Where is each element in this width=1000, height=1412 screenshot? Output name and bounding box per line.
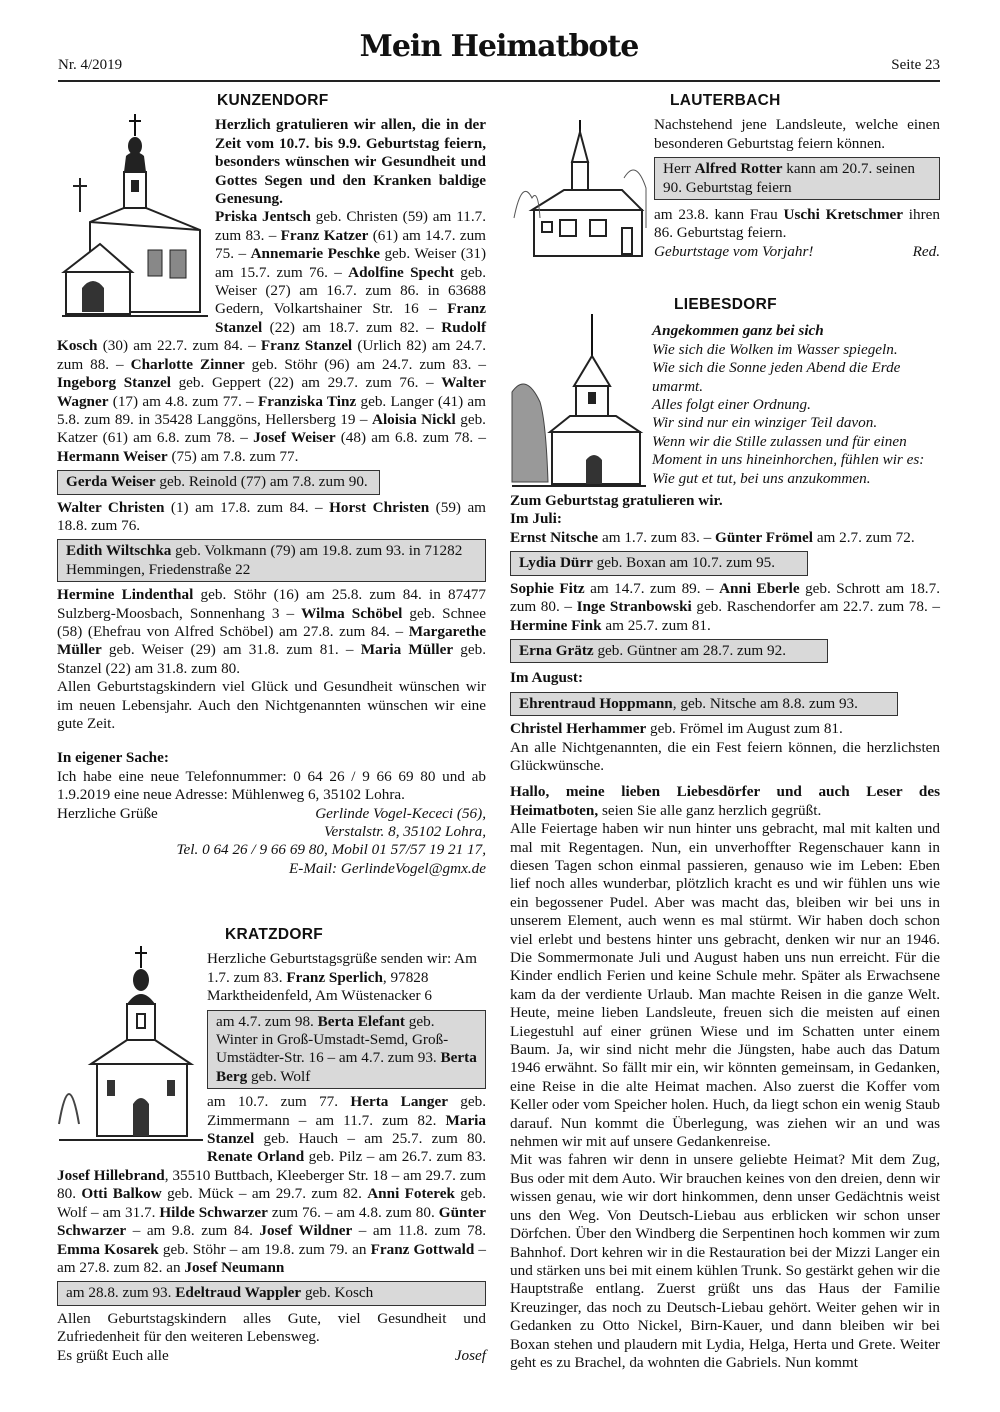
signature-line-1 [57,805,486,823]
entry-text: geb. Schrott am 18.7. zum 80. – [510,579,940,616]
entry-text: geb. Weiser (31) am 15.7. zum 76. – [215,245,487,281]
liebesdorf-july: Im Juli: [510,510,562,528]
person-name: Rudolf Kosch [57,318,486,355]
person-name: Berta Berg [216,1049,477,1085]
kunzendorf-highlight-box [57,470,380,494]
person-name: Franz Stanzel [260,337,353,355]
entry-text: geb. Schnee (58) (Ehefrau von Alfred Schöbel) am 27.8. zum 84. – [57,604,486,640]
person-name: Walter Christen [57,498,165,516]
entry-text: Herzliche Geburtstagsgrüße senden wir: Am 1.7. zum 83. [207,950,477,986]
poem-line: Wie gut et tut, bei uns anzukommen. [652,469,871,487]
poem-line: umarmt. [652,377,704,395]
entry-text: (75) am 7.8. zum 77. [167,447,299,465]
person-name: Franz Sperlich [286,968,383,986]
entry-text: am 25.7. zum 81. [601,616,711,634]
regards: Herzliche Grüße [57,804,158,822]
kratzdorf-title: KRATZDORF [225,926,323,943]
entry-text: geb. Langer (41) am 5.8. zum 89. in 35428 Langgöns, Hellersberg 19 – [57,392,486,428]
poem-line: Wir sind nur ein winziger Teil davon. [652,414,878,432]
highlight-text: geb. Boxan am 10.7. zum 95. [592,554,776,572]
kratzdorf-closing [57,1347,486,1365]
person-name: Franziska Tinz [257,392,357,410]
person-name: Christel Herhammer [510,720,647,738]
person-name: Berta Elefant [317,1012,405,1030]
entry-text: geb. Stanzel (22) am 31.8. zum 80. [57,641,487,677]
liebesdorf-congrats: Zum Geburtstag gratulieren wir. [510,492,723,510]
closing-text: Es grüßt Euch alle [57,1346,169,1364]
person-name: Franz Katzer [280,226,369,244]
person-name: Günter Frömel [715,528,814,546]
liebesdorf-highlight-box [510,551,808,575]
entry-text: ihren 86. Geburtstag feiern. [654,206,940,242]
liebesdorf-birthdays-july [510,529,940,547]
entry-text: geb. Christen (59) am 11.7. zum 83. – [215,208,487,244]
poem-line: Moment in uns hineinhorchen, fühlen wir es: [652,451,925,469]
person-name: Sophie Fitz [510,579,585,597]
liebesdorf-highlight-box-2 [510,639,828,663]
entry-text: (Urlich 82) am 24.7. zum 88. – [57,337,486,373]
person-name: Maria Müller [360,641,454,659]
person-name: Inge Stranbowski [576,598,692,616]
entry-text: – am 9.8. zum 84. [126,1222,260,1240]
person-name: Josef Hillebrand [57,1166,165,1184]
page-header [58,29,940,82]
highlight-text: , geb. Nitsche am 8.8. zum 93. [672,694,858,712]
entry-text: (61) am 14.7. zum 75. – [215,226,486,263]
person-name: Margarethe Müller [57,622,486,659]
kunzendorf-title: KUNZENDORF [217,92,329,109]
entry-text: geb. Pilz – am 26.7. zum 83. [304,1148,487,1166]
entry-text: (30) am 22.7. zum 84. – [97,337,261,355]
liebesdorf-others: An alle Nichtgenannten, die ein Fest feiern können, die herzlichsten Glückwünsche. [510,738,940,774]
hello-text: seien Sie alle ganz herzlich gegrüßt. [598,801,822,819]
highlight-name: Lydia Dürr [519,554,593,572]
person-name: Aloisia Nickl [371,410,456,428]
liebesdorf-birthdays-august [510,720,940,738]
entry-text: geb. Stöhr (16) am 25.8. zum 84. in 87477 Sulzberg-Moosbach, Sonnenhang 3 – [57,586,486,622]
kunzendorf-wish: Allen Geburtstagskindern viel Glück und Gesundheit wünschen wir im neuen Lebensjahr. Auch den Nichtgenannten wünschen wir eine gute Zeit. [57,678,486,732]
entry-text: (59) am 18.8. zum 76. [57,498,486,534]
lauterbach-section [510,92,940,261]
entry-text: kann am 20.7. seinen 90. Geburtstag feiern [663,160,915,196]
highlight-text: geb. Güntner am 28.7. zum 92. [593,641,786,659]
newspaper-title: Mein Heimatbote [359,29,639,64]
entry-text: geb. Weiser (29) am 31.8. zum 81. – [101,641,361,659]
liebesdorf-story-1: Alle Feiertage haben wir nun hinter uns gebracht, mal mit kalten und mal mit Regentagen. Nun, ein unverhoffter Regenschauer kann in diesen Tagen schon einmal passieren, genauso wie im Leben: Eben lief noch alles wunderbar, plötzlich kracht es und wir fühlen uns wie ein begossener Pudel. Aber was macht das, bleiben wir bei uns in unserem Element, auch wenn es mal stürmt. Wir haben doch schon viel erlebt und bestens hinter uns gebracht, denken wir nur an 1946. Die Sommermonate Juli und August haben uns nun erreicht. Für die Kinder endlich Ferien und keine Schule mehr. Später als Erwachsene kam da der verdiente Urlaub. Man machte Reisen in die ganze Welt. Heute, meine lieben Landsleute, freuen sich die meisten auf einen Liegestuhl auf einer grünen Wiese und im Schatten unter einem Baum. Ja, wir sind nicht mehr die Jüngsten, habe auch das Datum 1946 erwähnt. So fällt mir ein, wir könnten gemeinsam, in Gedanken, eine Reise in die alte Heimat machen. Also zuerst die Koffer vom Keller oder vom Speicher holen. Huch, da liegt schon ein wenig Staub darauf. Nun kommt die Überlegung, was ziehen wir an und was nehmen wir mit auf unsere Gedankenreise. [510,820,940,1151]
person-name: Franz Stanzel [215,300,486,336]
person-name: Günter Schwarzer [57,1203,486,1240]
entry-text: – am 11.8. zum 78. [352,1222,486,1240]
kunzendorf-birthdays-3 [57,586,486,678]
entry-text: geb. Weiser (27) am 16.7. zum 86. in 63688 Gedern, Volkartshainer Str. 16 – [215,263,486,318]
liebesdorf-hello [510,783,940,820]
entry-text: – am 27.8. zum 82. an [57,1240,486,1276]
person-name: Emma Kosarek [57,1240,159,1258]
lauterbach-highlight-box [654,157,940,200]
kunzendorf-greeting: Herzlich gratulieren wir allen, die in der Zeit vom 10.7. bis 9.9. Geburtstag feiern, besonders wünschen wir Gesundheit und Gottes Segen und den Kranken baldige Genesung. [215,116,486,208]
lauterbach-title: LAUTERBACH [670,92,781,109]
person-name: Renate Orland [207,1148,305,1166]
highlight-name: Ehrentraud Hoppmann [519,694,673,712]
person-name: Josef Neumann [184,1258,285,1276]
own-matter-title: In eigener Sache: [57,749,169,767]
person-name: Uschi Kretschmer [783,206,903,224]
liebesdorf-story-2: Mit was fahren wir denn in unsere geliebte Heimat? Mit dem Zug, Bus oder mit dem Auto. Wir brauchen keines von den dreien, denn wir wissen genau, wie wir dort hinkommen, denn unser Gedächtnis weist uns den Weg. Von Deutsch-Liebau aus erblicken wir schon unser Dörfchen. Über den Windberg die Serpentinen hoch kommen wir zum Bahnhof. Dort kehren wir in die Restauration bei der Mizzi Langer ein und stärken uns bei mit einem kühlen Trunk. So gestärkt gehen wir die Hauptstraße entlang. Zuerst grüßt uns das Haus der Familie Kreuzinger, das noch zu Deutsch-Liebau gehört. Weiter gehen wir in Gedanken zu Otto Nickel, Birn-Kauer, und dann bleiben wir bei Boxan stehen und plaudern mit Lydia, Helga, Herta und Grete. Weiter geht es zu Brachel, da wohnten die Gabriels. Nun kommt [510,1151,940,1371]
entry-text: am 1.7. zum 83. – [598,528,716,546]
entry-text: am 23.8. kann Frau [654,206,784,224]
liebesdorf-august: Im August: [510,669,584,687]
entry-text: geb. Wolf [247,1067,311,1085]
highlight-text: geb. Volkmann (79) am 19.8. zum 93. in 71282 Hemmingen, Friedenstraße 22 [66,542,463,578]
poem-line: Wie sich die Wolken im Wasser spiegeln. [652,340,898,358]
person-name: Josef Wildner [259,1222,353,1240]
entry-text: geb. Wolf – am 31.7. [57,1185,486,1221]
signature-address: Verstalstr. 8, 35102 Lohra, [323,823,486,841]
poem-title: Angekommen ganz bei sich [652,322,824,340]
signature-email: E-Mail: GerlindeVogel@gmx.de [288,859,486,877]
kunzendorf-birthdays-2 [57,499,486,536]
entry-text: , 35510 Buttbach, Kleeberger Str. 18 – am 29.7. zum 80. [57,1166,486,1203]
entry-text: am 2.7. zum 72. [813,528,915,546]
highlight-text: geb. Reinold (77) am 7.8. zum 90. [155,473,368,491]
liebesdorf-highlight-box-3 [510,692,898,716]
poem-line: Alles folgt einer Ordnung. [652,396,811,414]
entry-text: geb. Frömel im August zum 81. [646,720,843,738]
entry-text: am 4.7. zum 98. [216,1012,318,1030]
signature-name: Gerlinde Vogel-Kececi (56), [315,804,486,822]
entry-text: am 10.7. zum 77. [207,1093,351,1111]
kratzdorf-highlight-box [207,1010,486,1090]
entry-text: geb. Kosch [301,1284,374,1302]
highlight-name: Edith Wiltschka [66,542,172,560]
entry-text: (48) am 6.8. zum 78. – [335,429,486,447]
person-name: Hermine Lindenthal [57,586,194,604]
entry-text: geb. Geppert (22) am 29.7. zum 76. – [170,374,442,392]
person-name: Ingeborg Stanzel [57,374,171,392]
lauterbach-note [654,243,940,261]
entry-text: zum 76. – am 4.8. zum 80. [267,1203,439,1221]
entry-text: geb. Katzer (61) am 6.8. zum 78. – [57,410,486,447]
entry-text: geb. Winter in Groß-Umstadt-Semd, Groß-Umstädter-Str. 16 – am 4.7. zum 93. [216,1012,449,1067]
person-name: Otti Balkow [81,1185,162,1203]
person-name: Ernst Nitsche [510,528,599,546]
entry-text: am 28.8. zum 93. [66,1284,176,1302]
kratzdorf-highlight-box-2 [57,1281,486,1305]
person-name: Anni Eberle [719,579,800,597]
signature-phone: Tel. 0 64 26 / 9 66 69 80, Mobil 01 57/57 19 21 17, [176,841,486,859]
poem-line: Wie sich die Sonne jeden Abend die Erde [652,359,901,377]
person-name: Hermine Fink [510,616,602,634]
entry-text: geb. Hauch – am 25.7. zum 80. [254,1130,486,1148]
entry-text: geb. Stöhr – am 19.8. zum 79. an [158,1240,371,1258]
entry-text: Herr [663,160,695,178]
person-name: Annemarie Peschke [250,245,380,263]
lauterbach-intro: Nachstehend jene Landsleute, welche einen besonderen Geburtstag feiern können. [654,116,940,152]
person-name: Charlotte Zinner [130,355,245,373]
closing-signature: Josef [454,1346,486,1364]
page-number: Seite 23 [891,57,940,73]
person-name: Herta Langer [350,1093,448,1111]
issue-number: Nr. 4/2019 [58,57,123,73]
kratzdorf-section [57,926,486,1365]
person-name: Priska Jentsch [215,208,311,226]
liebesdorf-title: LIEBESDORF [674,296,777,313]
person-name: Walter Wagner [57,374,486,410]
person-name: Horst Christen [329,498,430,516]
poem-line: Wenn wir die Stille zulassen und für einen [652,432,907,450]
editor-mark: Red. [912,242,940,260]
kratzdorf-wish: Allen Geburtstagskindern alles Gute, viel Gesundheit und Zufriedenheit für den weiteren Lebensweg. [57,1309,486,1346]
entry-text: geb. Zimmermann – am 11.7. zum 82. [207,1093,486,1129]
entry-text: geb. Stöhr (96) am 24.7. zum 83. – [244,355,486,373]
entry-text: , 97828 Marktheidenfeld, Am Wüstenacker 6 [207,968,432,1005]
lauterbach-birthdays [654,206,940,243]
highlight-name: Gerda Weiser [66,473,156,491]
entry-text: am 14.7. zum 89. – [584,579,720,597]
entry-text: (22) am 18.7. zum 82. – [262,318,442,336]
person-name: Edeltraud Wappler [175,1284,302,1302]
person-name: Anni Foterek [367,1185,455,1203]
entry-text: geb. Mück – am 29.7. zum 82. [161,1185,368,1203]
person-name: Wilma Schöbel [301,604,403,622]
person-name: Hermann Weiser [57,447,168,465]
kunzendorf-highlight-box-2 [57,539,486,582]
liebesdorf-section [510,296,940,1372]
entry-text: (17) am 4.8. zum 77. – [108,392,258,410]
person-name: Josef Weiser [253,429,336,447]
poem [652,341,940,488]
note-text: Geburtstage vom Vorjahr! [654,242,814,260]
person-name: Maria Stanzel [207,1111,486,1148]
person-name: Hilde Schwarzer [159,1203,268,1221]
highlight-name: Erna Grätz [519,641,594,659]
liebesdorf-birthdays-july-2 [510,580,940,635]
entry-text: (1) am 17.8. zum 84. – [164,498,330,516]
hello-bold: Hallo, meine lieben Liebesdörfer und auch Leser des Heimatboten, [510,783,940,819]
person-name: Franz Gottwald [370,1240,475,1258]
kunzendorf-section [57,92,486,878]
entry-text: geb. Raschendorfer am 22.7. zum 78. – [691,598,941,616]
own-matter-text: Ich habe eine neue Telefonnummer: 0 64 26 / 9 66 69 80 und ab 1.9.2019 eine neue Adresse: Mühlenweg 6, 35102 Lohra. [57,767,486,804]
person-name: Alfred Rotter [694,160,783,178]
person-name: Adolfine Specht [348,263,454,281]
